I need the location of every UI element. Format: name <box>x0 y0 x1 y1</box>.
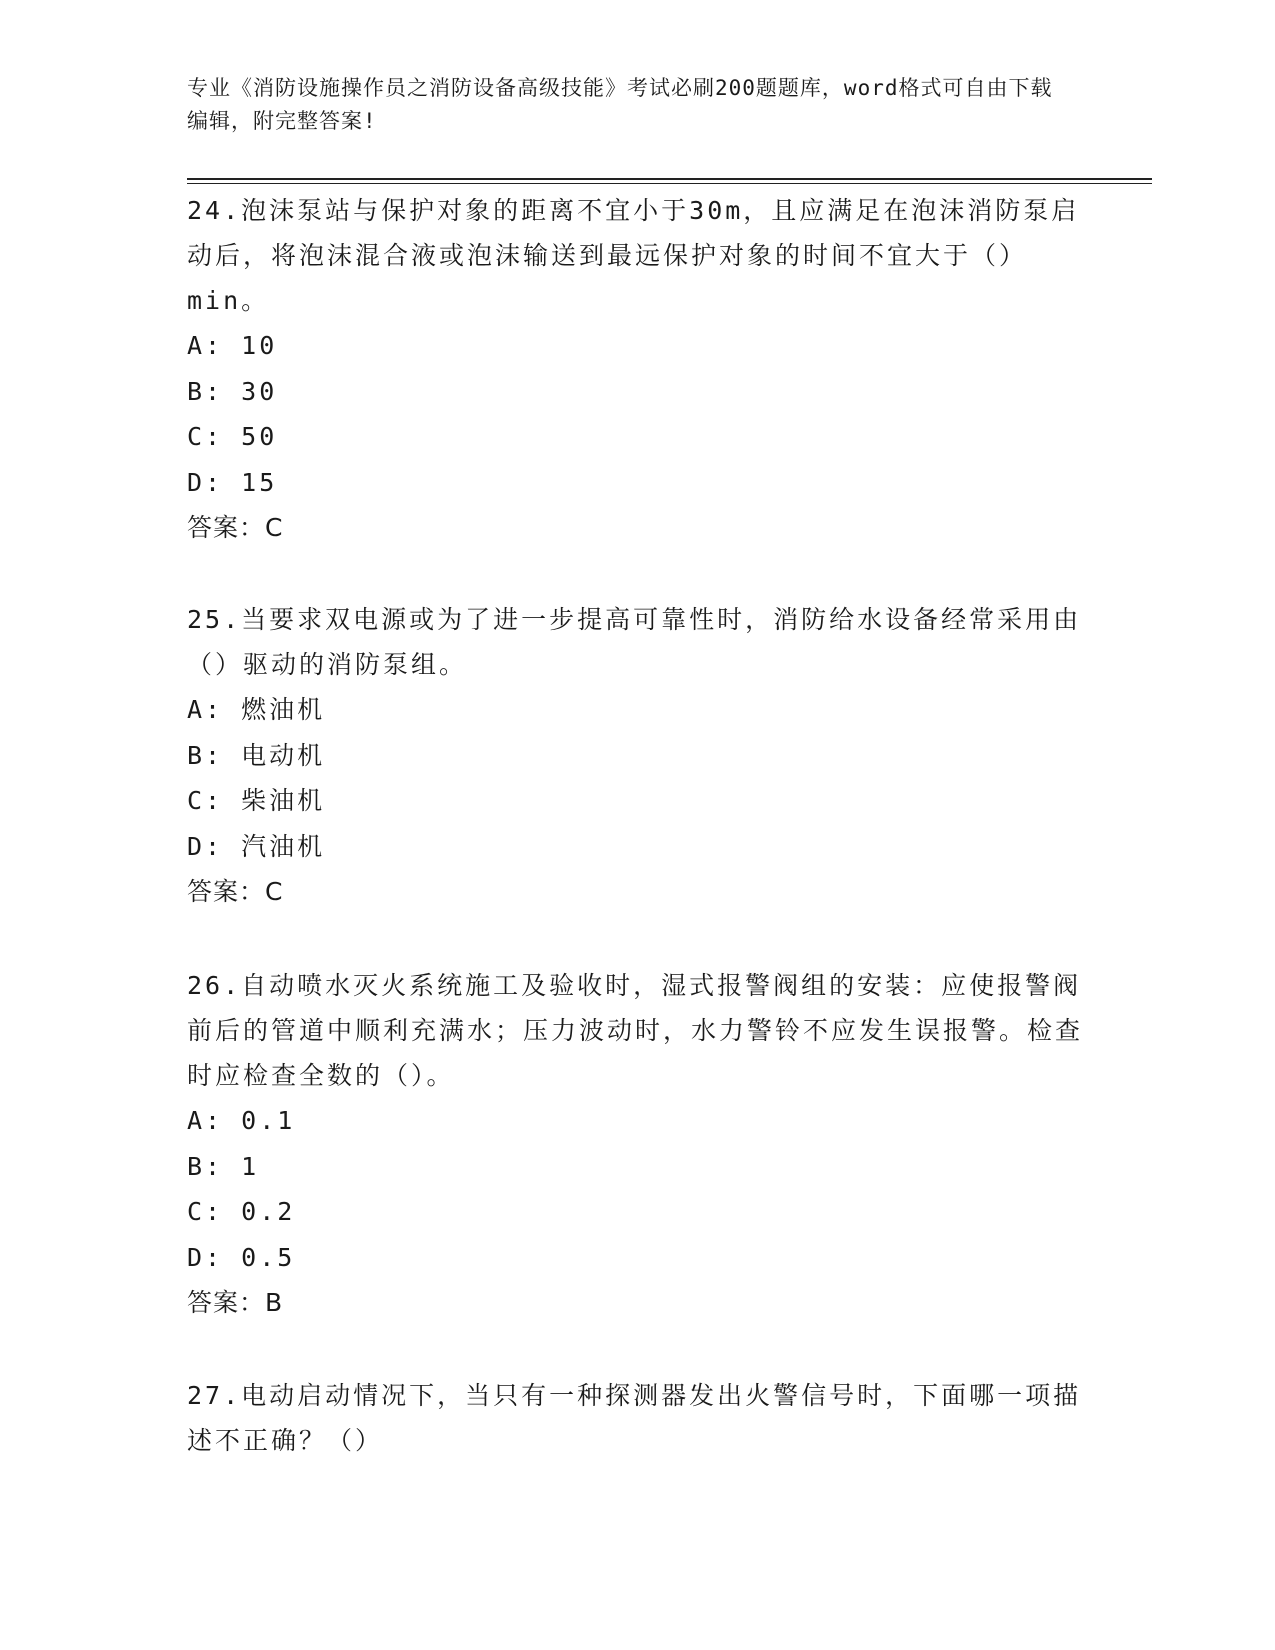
option-c: C: 50 <box>187 422 278 451</box>
option-b: B: 电动机 <box>187 740 326 770</box>
question-24 <box>187 188 1087 550</box>
answer: 答案：B <box>187 1288 284 1317</box>
question-stem: 27.电动启动情况下，当只有一种探测器发出火警信号时，下面哪一项描述不正确？（） <box>187 1381 1082 1455</box>
option-a: A: 0.1 <box>187 1106 296 1135</box>
answer: 答案：C <box>187 877 284 906</box>
option-d: D: 0.5 <box>187 1242 296 1272</box>
option-a: A: 10 <box>187 331 278 360</box>
option-c: C: 0.2 <box>187 1197 296 1226</box>
option-d: D: 15 <box>187 467 278 497</box>
question-26 <box>187 963 1087 1325</box>
option-a: A: 燃油机 <box>187 695 326 724</box>
option-c: C: 柴油机 <box>187 786 326 815</box>
header-divider-thin <box>187 183 1152 184</box>
question-stem: 25.当要求双电源或为了进一步提高可靠性时，消防给水设备经常采用由（）驱动的消防泵组。 <box>187 605 1082 679</box>
option-b: B: 1 <box>187 1151 260 1181</box>
question-stem: 24.泡沫泵站与保护对象的距离不宜小于30m，且应满足在泡沫消防泵启动后，将泡沫混合液或泡沫输送到最远保护对象的时间不宜大于（）min。 <box>187 196 1080 315</box>
answer: 答案：C <box>187 513 284 542</box>
question-25 <box>187 597 1087 914</box>
option-b: B: 30 <box>187 376 278 406</box>
header-divider-thick <box>187 178 1152 180</box>
question-stem: 26.自动喷水灭火系统施工及验收时，湿式报警阀组的安装：应使报警阀前后的管道中顺利充满水；压力波动时，水力警铃不应发生误报警。检查时应检查全数的（）。 <box>187 971 1084 1090</box>
question-27 <box>187 1373 1087 1463</box>
document-header: 专业《消防设施操作员之消防设备高级技能》考试必刷200题题库，word格式可自由下载编辑，附完整答案! <box>187 76 1053 133</box>
option-d: D: 汽油机 <box>187 831 326 861</box>
